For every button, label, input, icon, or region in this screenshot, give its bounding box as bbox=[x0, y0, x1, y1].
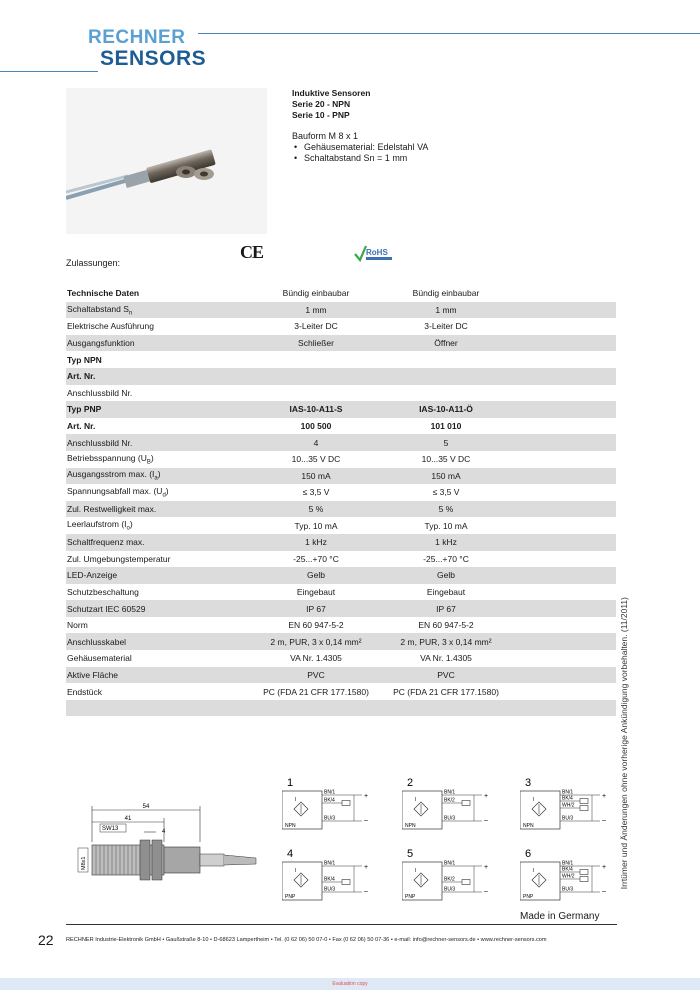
spec-value-2: Bündig einbaubar bbox=[412, 288, 480, 299]
svg-text:RoHS: RoHS bbox=[366, 248, 388, 257]
spec-row bbox=[66, 551, 616, 568]
wiring-diagram-3 bbox=[520, 777, 615, 844]
spec-value-1: 150 mA bbox=[301, 470, 331, 481]
load-resistor bbox=[580, 806, 588, 811]
wire-label: WH/2 bbox=[562, 873, 575, 880]
svg-text:54: 54 bbox=[142, 804, 150, 810]
spec-table bbox=[66, 285, 616, 716]
spec-label: LED-Anzeige bbox=[67, 570, 118, 581]
spec-value-2: 1 kHz bbox=[435, 537, 457, 548]
evaluation-text: Evaluation copy bbox=[332, 981, 368, 987]
plus-sign: + bbox=[484, 864, 489, 871]
spec-value-2: IP 67 bbox=[436, 603, 456, 614]
load-resistor bbox=[462, 880, 470, 885]
spec-row bbox=[66, 401, 616, 418]
spec-row bbox=[66, 468, 616, 485]
wiring-diagram-1 bbox=[282, 777, 377, 844]
spec-value-1: 5 % bbox=[308, 504, 324, 515]
svg-text:I: I bbox=[415, 797, 417, 803]
svg-text:SW13: SW13 bbox=[102, 826, 119, 832]
header-rule bbox=[198, 33, 700, 34]
spec-label: Zul. Umgebungstemperatur bbox=[67, 553, 171, 564]
spec-value-1: Typ. 10 mA bbox=[294, 520, 338, 531]
spec-value-2: Typ. 10 mA bbox=[424, 520, 468, 531]
wiring-diagram-5 bbox=[402, 848, 497, 915]
series-npn: Serie 20 - NPN bbox=[292, 99, 351, 109]
feature-item: • Gehäusematerial: Edelstahl VA bbox=[300, 142, 428, 153]
spec-value-2: ≤ 3,5 V bbox=[432, 487, 460, 498]
spec-value-1: VA Nr. 1.4305 bbox=[290, 653, 342, 664]
footer-rule bbox=[66, 924, 617, 925]
spec-value-2: 3-Leiter DC bbox=[424, 321, 468, 332]
category-title: Induktive Sensoren bbox=[292, 88, 371, 98]
plus-sign: + bbox=[484, 793, 489, 800]
spec-value-1: Schließer bbox=[298, 338, 334, 349]
spec-row bbox=[66, 667, 616, 684]
spec-value-2: Öffner bbox=[434, 338, 458, 349]
wire-label: BK/2 bbox=[444, 876, 455, 883]
side-note-text: Irrtümer und Änderungen ohne vorherige Ankündigung vorbehalten. (11/2011) bbox=[619, 597, 629, 890]
load-resistor bbox=[342, 801, 350, 806]
spec-row bbox=[66, 335, 616, 352]
spec-value-1: Gelb bbox=[307, 570, 325, 581]
spec-row bbox=[66, 318, 616, 335]
spec-label: Typ NPN bbox=[67, 354, 102, 365]
spec-value-1: 10...35 V DC bbox=[291, 454, 341, 465]
spec-value-1: 100 500 bbox=[300, 421, 332, 432]
plus-sign: + bbox=[364, 793, 369, 800]
product-heading bbox=[292, 88, 428, 164]
svg-text:I: I bbox=[295, 868, 297, 874]
output-type: NPN bbox=[285, 823, 296, 829]
spec-value-1: Bündig einbaubar bbox=[282, 288, 350, 299]
spec-label: Technische Daten bbox=[67, 288, 140, 299]
spec-label: Art. Nr. bbox=[67, 421, 96, 432]
spec-row bbox=[66, 434, 616, 451]
wire-label: BN/1 bbox=[562, 860, 574, 867]
spec-row bbox=[66, 418, 616, 435]
wire-label: BK/4 bbox=[562, 795, 573, 802]
spec-value-1: 3-Leiter DC bbox=[294, 321, 338, 332]
plus-sign: + bbox=[602, 864, 607, 871]
output-type: PNP bbox=[405, 894, 416, 900]
wire-label: BN/1 bbox=[324, 789, 336, 796]
spec-row bbox=[66, 683, 616, 700]
ce-mark: CE bbox=[240, 242, 264, 262]
wiring-diagram-4 bbox=[282, 848, 377, 915]
spec-value-1: PC (FDA 21 CFR 177.1580) bbox=[263, 686, 369, 697]
wire-label: BK/4 bbox=[562, 866, 573, 873]
spec-label: Anschlussbild Nr. bbox=[67, 437, 133, 448]
spec-label: Art. Nr. bbox=[67, 371, 96, 382]
svg-text:I: I bbox=[295, 797, 297, 803]
spec-row bbox=[66, 700, 616, 717]
product-photo bbox=[66, 88, 267, 234]
minus-sign: – bbox=[364, 817, 368, 824]
spec-label: Endstück bbox=[67, 686, 102, 697]
spec-label: Anschlussbild Nr. bbox=[67, 387, 133, 398]
spec-label: Typ PNP bbox=[67, 404, 102, 415]
diagram-number: 3 bbox=[525, 777, 532, 789]
spec-value-1: ≤ 3,5 V bbox=[302, 487, 330, 498]
spec-row bbox=[66, 650, 616, 667]
wiring-diagram-2 bbox=[402, 777, 497, 844]
load-resistor bbox=[580, 877, 588, 882]
side-note bbox=[619, 597, 631, 915]
spec-row bbox=[66, 285, 616, 302]
diagram-number: 5 bbox=[407, 848, 414, 860]
spec-row bbox=[66, 351, 616, 368]
spec-label: Gehäusematerial bbox=[67, 653, 132, 664]
plus-sign: + bbox=[364, 864, 369, 871]
diagram-number: 2 bbox=[407, 777, 414, 789]
load-resistor bbox=[580, 870, 588, 875]
rohs-logo bbox=[352, 242, 394, 264]
load-resistor bbox=[462, 801, 470, 806]
brand-line2: SENSORS bbox=[100, 47, 207, 70]
output-type: PNP bbox=[285, 894, 296, 900]
spec-value-2: PC (FDA 21 CFR 177.1580) bbox=[393, 686, 499, 697]
footer-address: RECHNER Industrie-Elektronik GmbH • Gaußstraße 8-10 • D-68623 Lampertheim • Tel. (0 62 06) 50 07-0 • Fax (0 62 06) 50 07-36 • e-mail: info@rechner-sensors.de • www.rechner-sensors.com bbox=[66, 937, 547, 943]
wire-label: BK/2 bbox=[444, 797, 455, 804]
build-form: Bauform M 8 x 1 bbox=[292, 131, 359, 141]
wire-label: BU/3 bbox=[444, 886, 456, 893]
spec-row bbox=[66, 584, 616, 601]
spec-value-1: IP 67 bbox=[306, 603, 326, 614]
spec-label: Zul. Restwelligkeit max. bbox=[67, 504, 157, 515]
spec-value-1: 4 bbox=[313, 437, 319, 448]
wire-label: BN/1 bbox=[444, 789, 456, 796]
minus-sign: – bbox=[484, 817, 488, 824]
spec-row bbox=[66, 633, 616, 650]
spec-label: Elektrische Ausführung bbox=[67, 321, 154, 332]
spec-value-1: -25...+70 °C bbox=[293, 553, 339, 564]
wire-label: BU/3 bbox=[562, 886, 574, 893]
spec-row bbox=[66, 484, 616, 501]
minus-sign: – bbox=[484, 888, 488, 895]
spec-row bbox=[66, 617, 616, 634]
spec-label: Schaltfrequenz max. bbox=[67, 537, 145, 548]
spec-value-1: 1 kHz bbox=[305, 537, 327, 548]
minus-sign: – bbox=[364, 888, 368, 895]
page-number: 22 bbox=[38, 932, 54, 948]
output-type: NPN bbox=[523, 823, 534, 829]
made-in-label: Made in Germany bbox=[520, 911, 600, 922]
spec-value-2: IAS-10-A11-Ö bbox=[419, 404, 473, 415]
spec-row bbox=[66, 451, 616, 468]
spec-row bbox=[66, 567, 616, 584]
spec-label: Anschlusskabel bbox=[67, 636, 127, 647]
approvals-label: Zulassungen: bbox=[66, 258, 121, 268]
wire-label: BK/4 bbox=[324, 876, 335, 883]
feature-list bbox=[292, 142, 428, 164]
spec-value-2: 101 010 bbox=[430, 421, 462, 432]
wire-label: WH/2 bbox=[562, 802, 575, 809]
spec-value-2: 10...35 V DC bbox=[421, 454, 471, 465]
spec-row bbox=[66, 534, 616, 551]
wire-label: BU/3 bbox=[324, 886, 336, 893]
wiring-diagram-6 bbox=[520, 848, 615, 915]
diagram-number: 4 bbox=[287, 848, 294, 860]
spec-label: Ausgangsstrom max. $(I_a)$ bbox=[67, 469, 161, 483]
spec-value-1: 2 m, PUR, 3 x 0,14 mm² bbox=[270, 636, 362, 647]
header-rule-left bbox=[0, 71, 98, 72]
spec-value-2: 150 mA bbox=[431, 470, 461, 481]
spec-row bbox=[66, 600, 616, 617]
wire-label: BU/3 bbox=[562, 815, 574, 822]
spec-value-1: Eingebaut bbox=[296, 586, 336, 597]
spec-label: Ausgangsfunktion bbox=[67, 338, 135, 349]
brand-line1: RECHNER bbox=[88, 27, 186, 48]
svg-text:4: 4 bbox=[162, 829, 166, 835]
load-resistor bbox=[342, 880, 350, 885]
spec-value-1: 1 mm bbox=[305, 304, 327, 315]
spec-row bbox=[66, 501, 616, 518]
wire-label: BN/1 bbox=[444, 860, 456, 867]
spec-label: Norm bbox=[67, 620, 88, 631]
load-resistor bbox=[580, 799, 588, 804]
wire-label: BN/1 bbox=[562, 789, 574, 796]
svg-text:I: I bbox=[415, 868, 417, 874]
wire-label: BK/4 bbox=[324, 797, 335, 804]
spec-value-2: 2 m, PUR, 3 x 0,14 mm² bbox=[400, 636, 492, 647]
output-type: PNP bbox=[523, 894, 534, 900]
spec-value-2: VA Nr. 1.4305 bbox=[420, 653, 472, 664]
evaluation-banner bbox=[0, 978, 700, 990]
spec-label: Betriebsspannung $(U_B)$ bbox=[67, 452, 154, 466]
spec-label: Schutzbeschaltung bbox=[67, 586, 139, 597]
wire-label: BN/1 bbox=[324, 860, 336, 867]
spec-value-2: Gelb bbox=[437, 570, 455, 581]
svg-text:M8x1: M8x1 bbox=[81, 856, 87, 870]
spec-label: Aktive Fläche bbox=[67, 669, 119, 680]
plus-sign: + bbox=[602, 793, 607, 800]
spec-value-2: PVC bbox=[437, 669, 455, 680]
spec-value-2: -25...+70 °C bbox=[423, 553, 469, 564]
svg-text:I: I bbox=[533, 797, 535, 803]
spec-row bbox=[66, 302, 616, 319]
spec-value-2: 5 % bbox=[438, 504, 454, 515]
minus-sign: – bbox=[602, 888, 606, 895]
svg-text:41: 41 bbox=[124, 816, 132, 822]
spec-row bbox=[66, 385, 616, 402]
spec-value-1: IAS-10-A11-S bbox=[289, 404, 343, 415]
spec-value-1: EN 60 947-5-2 bbox=[288, 620, 344, 631]
wire-label: BU/3 bbox=[444, 815, 456, 822]
svg-text:I: I bbox=[533, 868, 535, 874]
series-pnp: Serie 10 - PNP bbox=[292, 110, 350, 120]
spec-label: Spannungsabfall max. $(U_d)$ bbox=[67, 486, 169, 499]
diagram-number: 6 bbox=[525, 848, 532, 860]
spec-label: Schutzart IEC 60529 bbox=[67, 603, 146, 614]
spec-value-2: Eingebaut bbox=[426, 586, 466, 597]
minus-sign: – bbox=[602, 817, 606, 824]
spec-value-1: PVC bbox=[307, 669, 325, 680]
spec-label: Leerlaufstrom $(I_o)$ bbox=[67, 519, 133, 532]
spec-value-2: EN 60 947-5-2 bbox=[418, 620, 474, 631]
feature-item: • Schaltabstand Sn = 1 mm bbox=[300, 153, 428, 164]
wire-label: BU/3 bbox=[324, 815, 336, 822]
spec-row bbox=[66, 517, 616, 534]
spec-label: Schaltabstand $S_n$ bbox=[67, 303, 133, 317]
spec-value-2: 1 mm bbox=[435, 304, 457, 315]
output-type: NPN bbox=[405, 823, 416, 829]
dimension-drawing bbox=[66, 800, 266, 895]
diagram-number: 1 bbox=[287, 777, 294, 789]
spec-row bbox=[66, 368, 616, 385]
spec-value-2: 5 bbox=[443, 437, 449, 448]
